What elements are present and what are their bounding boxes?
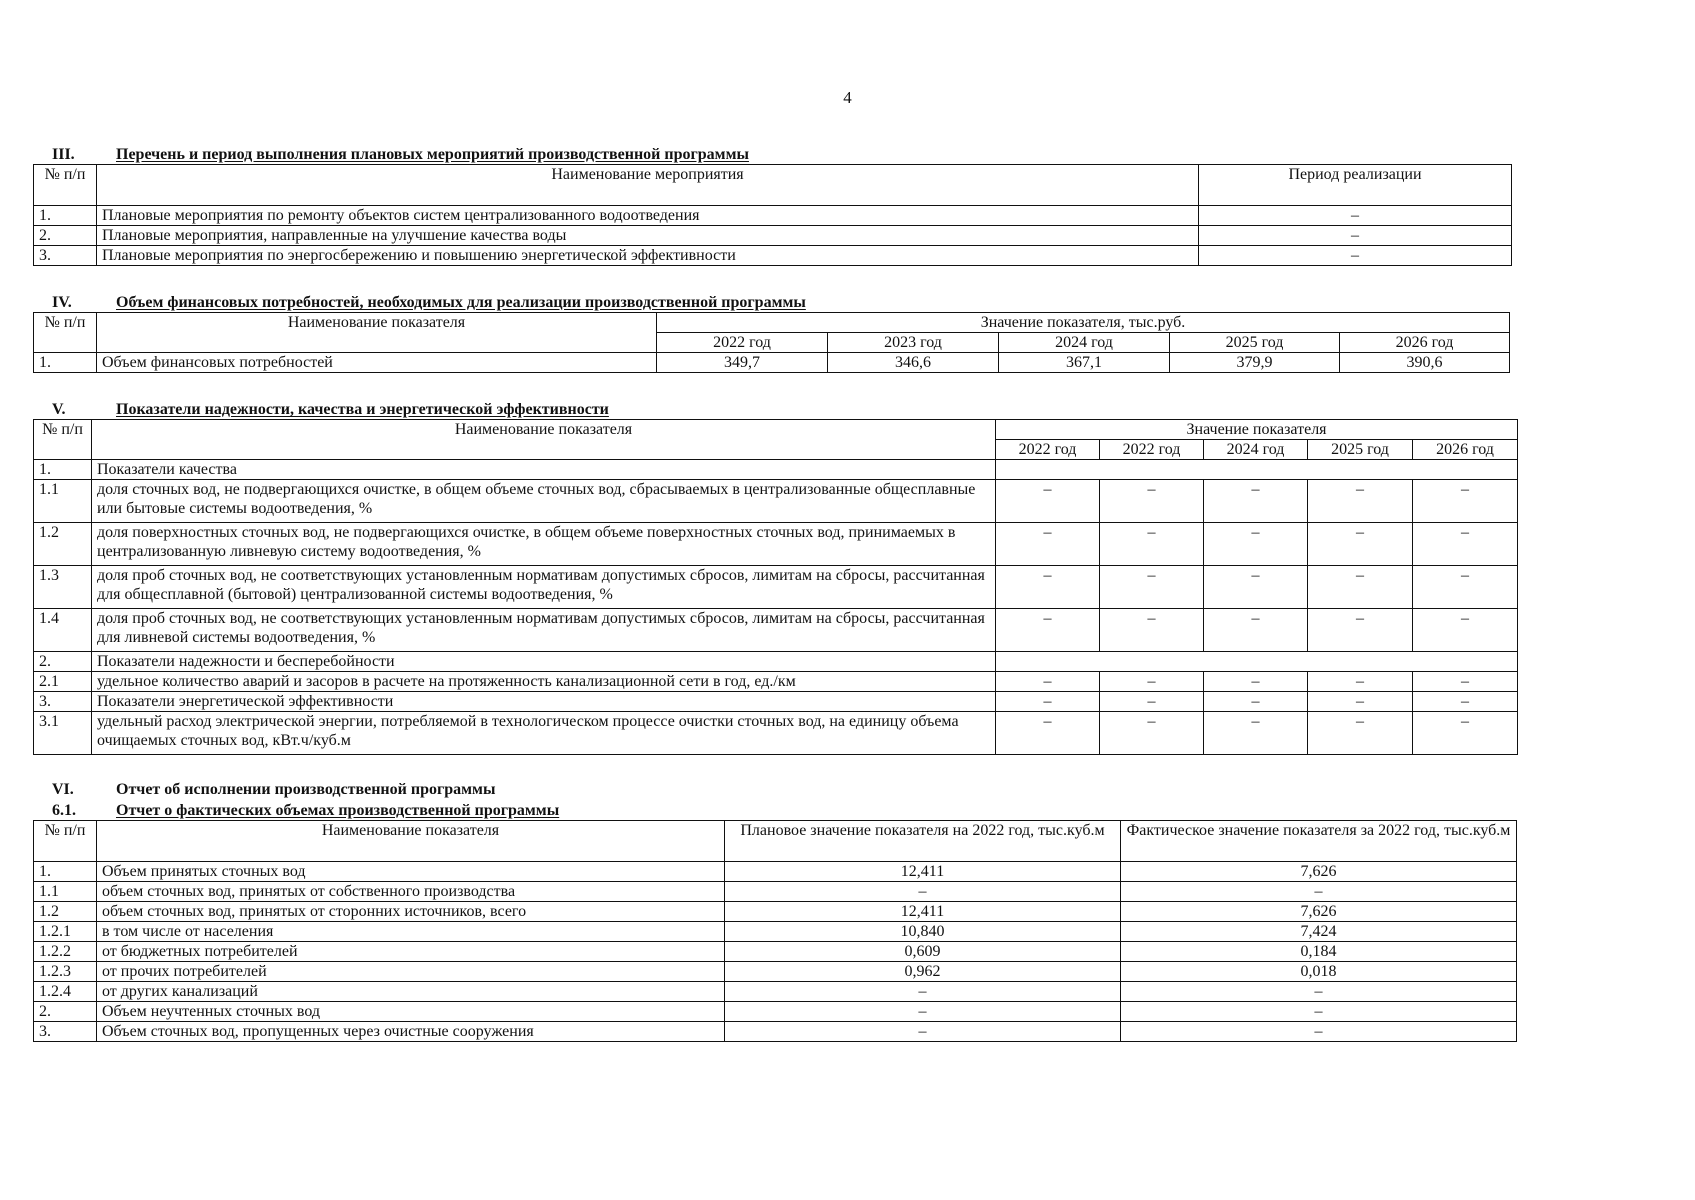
row-plan: 12,411 [725,902,1121,922]
row-value: – [1204,566,1308,609]
row-name: доля проб сточных вод, не соответствующих установленным нормативам допустимых сбросов, лимитам на сбросы, рассчитанная для ливневой системы водоотведения, % [92,609,996,652]
table-row [34,672,1518,692]
section-6-number: VI. [52,781,74,798]
section-3-header-row [34,165,1512,206]
row-value: – [996,566,1100,609]
row-value: – [1204,712,1308,755]
table-row [34,566,1518,609]
table-row [34,523,1518,566]
section-6-heading: Отчет об исполнении производственной программы [116,781,496,798]
section-6-title [52,781,495,799]
table-row [34,942,1517,962]
table-row [34,862,1517,882]
row-number: 1.1 [34,480,92,523]
row-plan: 12,411 [725,862,1121,882]
row-number: 1. [34,206,97,226]
row-number: 1.2.1 [34,922,97,942]
table-row [34,712,1518,755]
row-name: доля сточных вод, не подвергающихся очистке, в общем объеме сточных вод, сбрасываемых в централизованные общесплавные или бытовые системы водоотведения, % [92,480,996,523]
row-name: от бюджетных потребителей [97,942,725,962]
row-fact: – [1121,1022,1517,1042]
row-number: 3.1 [34,712,92,755]
row-value: – [1100,692,1204,712]
table-row [34,882,1517,902]
row-plan: 0,609 [725,942,1121,962]
row-number: 1. [34,862,97,882]
row-number: 2.1 [34,672,92,692]
row-value: – [1413,480,1518,523]
col-number-header: № п/п [34,821,97,862]
row-name: от других канализаций [97,982,725,1002]
row-name: объем сточных вод, принятых от собственного производства [97,882,725,902]
row-number: 1.2.4 [34,982,97,1002]
year-header: 2025 год [1308,440,1413,460]
row-name: Показатели качества [92,460,996,480]
row-value: – [1413,609,1518,652]
row-value: – [1204,523,1308,566]
row-number: 1.4 [34,609,92,652]
row-fact: – [1121,982,1517,1002]
section-5-title [52,401,609,419]
table-row [34,609,1518,652]
row-fact: 0,018 [1121,962,1517,982]
row-period: – [1199,246,1512,266]
section-6-table [33,820,1517,1042]
table-row [34,206,1512,226]
row-number: 2. [34,226,97,246]
col-number-header: № п/п [34,165,97,206]
col-name-header: Наименование показателя [97,821,725,862]
row-value: – [996,609,1100,652]
row-value: 379,9 [1170,353,1340,373]
row-number: 1.2 [34,523,92,566]
col-name-header: Наименование показателя [97,313,657,353]
row-value: – [1413,566,1518,609]
row-value: – [996,480,1100,523]
row-value: – [1204,672,1308,692]
year-header: 2026 год [1340,333,1510,353]
row-number: 3. [34,692,92,712]
row-plan: – [725,982,1121,1002]
row-name: доля поверхностных сточных вод, не подвергающихся очистке, в общем объеме поверхностных сточных вод, принимаемых в централизованную ливневую систему водоотведения, % [92,523,996,566]
row-value: – [1100,712,1204,755]
row-name: Плановые мероприятия по ремонту объектов систем централизованного водоотведения [97,206,1199,226]
row-empty-values [996,460,1518,480]
row-plan: – [725,882,1121,902]
row-value: – [996,523,1100,566]
col-name-header: Наименование мероприятия [97,165,1199,206]
row-value: – [1413,712,1518,755]
row-fact: 7,626 [1121,862,1517,882]
row-name: Показатели энергетической эффективности [92,692,996,712]
row-empty-values [996,652,1518,672]
row-value: – [996,672,1100,692]
row-value: – [1100,672,1204,692]
row-plan: – [725,1022,1121,1042]
col-name-header: Наименование показателя [92,420,996,460]
row-name: от прочих потребителей [97,962,725,982]
row-value: – [1413,672,1518,692]
row-name: удельное количество аварий и засоров в расчете на протяженность канализационной сети в год, ед./км [92,672,996,692]
col-number-header: № п/п [34,313,97,353]
section-6-1-heading: Отчет о фактических объемах производственной программы [116,802,560,819]
row-value: – [996,692,1100,712]
table-row [34,692,1518,712]
table-row [34,982,1517,1002]
page-number: 4 [843,88,852,107]
row-number: 3. [34,246,97,266]
row-value: – [1308,523,1413,566]
col-value-header: Значение показателя [996,420,1518,440]
row-value: – [1100,609,1204,652]
row-number: 3. [34,1022,97,1042]
section-3-table [33,164,1512,266]
row-plan: 10,840 [725,922,1121,942]
row-value: – [1100,523,1204,566]
row-value: – [1100,480,1204,523]
col-number-header: № п/п [34,420,92,460]
row-name: Объем финансовых потребностей [97,353,657,373]
section-6-header-row [34,821,1517,862]
section-5-number: V. [52,401,66,418]
row-number: 1.3 [34,566,92,609]
row-value: 367,1 [999,353,1170,373]
row-name: в том числе от населения [97,922,725,942]
section-6-1-number: 6.1. [52,802,76,819]
year-header: 2022 год [657,333,828,353]
section-6-1-title [52,802,559,820]
row-fact: – [1121,882,1517,902]
row-value: – [1100,566,1204,609]
col-value-header: Значение показателя, тыс.руб. [657,313,1510,333]
row-name: удельный расход электрической энергии, потребляемой в технологическом процессе очистки сточных вод, на единицу объема очищаемых сточных вод, кВт.ч/куб.м [92,712,996,755]
row-name: объем сточных вод, принятых от сторонних источников, всего [97,902,725,922]
row-value: – [1308,672,1413,692]
col-fact-header: Фактическое значение показателя за 2022 год, тыс.куб.м [1121,821,1517,862]
section-5-header-row [34,420,1518,440]
row-number: 1.2.2 [34,942,97,962]
row-period: – [1199,226,1512,246]
row-number: 1. [34,353,97,373]
year-header: 2025 год [1170,333,1340,353]
row-number: 1.2.3 [34,962,97,982]
section-3-title [52,146,749,164]
row-plan: 0,962 [725,962,1121,982]
row-value: 346,6 [828,353,999,373]
table-row [34,962,1517,982]
row-value: 390,6 [1340,353,1510,373]
section-4-header-row [34,313,1510,333]
table-row [34,1022,1517,1042]
row-fact: 7,626 [1121,902,1517,922]
row-name: Плановые мероприятия, направленные на улучшение качества воды [97,226,1199,246]
section-5-heading: Показатели надежности, качества и энергетической эффективности [116,401,609,418]
row-plan: – [725,1002,1121,1022]
row-value: – [1308,712,1413,755]
table-row [34,480,1518,523]
section-4-table [33,312,1510,373]
row-value: – [1204,480,1308,523]
row-value: – [1308,692,1413,712]
row-number: 1.2 [34,902,97,922]
row-value: – [1308,609,1413,652]
year-header: 2026 год [1413,440,1518,460]
row-value: – [1308,480,1413,523]
year-header: 2024 год [1204,440,1308,460]
year-header: 2024 год [999,333,1170,353]
section-4-number: IV. [52,294,72,311]
row-period: – [1199,206,1512,226]
table-row [34,1002,1517,1022]
table-row [34,902,1517,922]
row-fact: 7,424 [1121,922,1517,942]
row-number: 1. [34,460,92,480]
table-row [34,652,1518,672]
table-row [34,246,1512,266]
row-value: – [1413,692,1518,712]
col-period-header: Период реализации [1199,165,1512,206]
row-fact: 0,184 [1121,942,1517,962]
col-plan-header: Плановое значение показателя на 2022 год, тыс.куб.м [725,821,1121,862]
year-header: 2022 год [996,440,1100,460]
section-5-table [33,419,1518,755]
row-name: доля проб сточных вод, не соответствующих установленным нормативам допустимых сбросов, лимитам на сбросы, рассчитанная для общесплавной (бытовой) централизованной системы водоотведения, % [92,566,996,609]
row-name: Объем принятых сточных вод [97,862,725,882]
section-3-number: III. [52,146,75,163]
year-header: 2022 год [1100,440,1204,460]
table-row [34,353,1510,373]
row-value: – [996,712,1100,755]
row-name: Объем сточных вод, пропущенных через очистные сооружения [97,1022,725,1042]
row-name: Плановые мероприятия по энергосбережению и повышению энергетической эффективности [97,246,1199,266]
row-number: 1.1 [34,882,97,902]
row-name: Показатели надежности и бесперебойности [92,652,996,672]
row-number: 2. [34,652,92,672]
row-number: 2. [34,1002,97,1022]
section-4-title [52,294,806,312]
table-row [34,922,1517,942]
section-4-heading: Объем финансовых потребностей, необходимых для реализации производственной программы [116,294,806,311]
section-3-heading: Перечень и период выполнения плановых мероприятий производственной программы [116,146,749,163]
row-value: 349,7 [657,353,828,373]
row-name: Объем неучтенных сточных вод [97,1002,725,1022]
table-row [34,226,1512,246]
row-value: – [1204,609,1308,652]
year-header: 2023 год [828,333,999,353]
table-row [34,460,1518,480]
row-fact: – [1121,1002,1517,1022]
row-value: – [1413,523,1518,566]
row-value: – [1204,692,1308,712]
row-value: – [1308,566,1413,609]
